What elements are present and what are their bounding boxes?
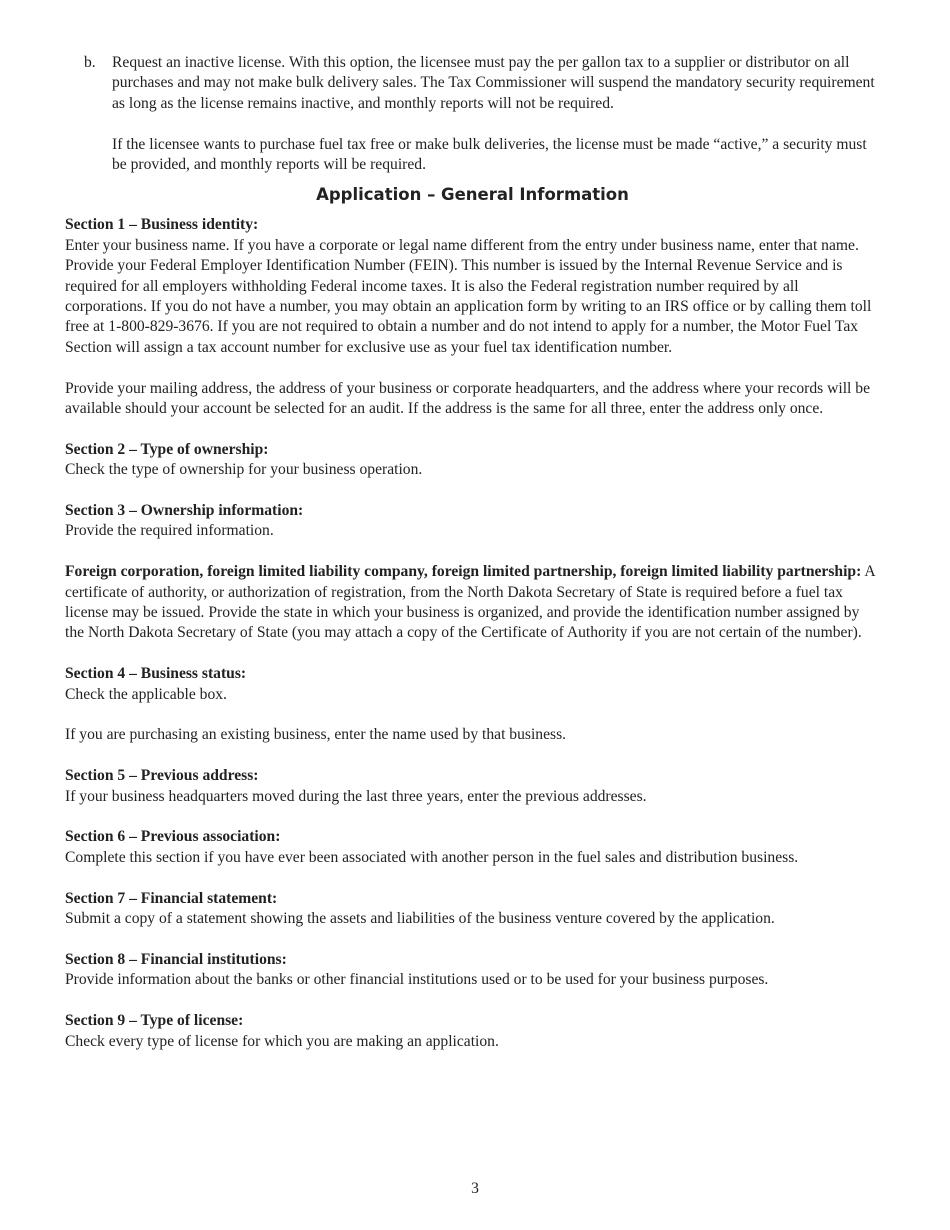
section-9-title: Section 9 – Type of license:: [65, 1012, 244, 1030]
foreign-entity-lead: Foreign corporation, foreign limited liability company, foreign limited partnership, foreign limited liability partnership:: [65, 563, 862, 581]
list-item-b: [65, 53, 880, 114]
foreign-entity-body: A certificate of authority, or authorization of registration, from the North Dakota Secretary of State is required before a fuel tax license may be issued. Provide the state in which your business is organized, and provide the identification number assigned by the North Dakota Secretary of State (you may attach a copy of the Certificate of Authority if you are not certain of the number).: [65, 563, 875, 642]
section-2-body: Check the type of ownership for your business operation.: [65, 461, 423, 479]
section-1-body: Enter your business name. If you have a corporate or legal name different from the entry under business name, enter that name. Provide your Federal Employer Identification Number (FEIN). This number is issued by the Internal Revenue Service and is required for all employers withholding Federal income taxes. It is also the Federal registration number required by all corporations. If you do not have a number, you may obtain an application form by writing to an IRS office or by calling them toll free at 1-800-829-3676. If you are not required to obtain a number and do not intend to apply for a number, the Motor Fuel Tax Section will assign a tax account number for exclusive use as your fuel tax identification number.: [65, 236, 872, 356]
section-4-title: Section 4 – Business status:: [65, 665, 247, 683]
list-item-followup: If the licensee wants to purchase fuel tax free or make bulk deliveries, the license must be made “active,” a security must be provided, and monthly reports will be required.: [112, 135, 867, 174]
section-3-body: Provide the required information.: [65, 522, 274, 540]
section-6-body: Complete this section if you have ever been associated with another person in the fuel sales and distribution business.: [65, 848, 799, 866]
list-marker: b.: [84, 54, 96, 71]
section-7-body: Submit a copy of a statement showing the assets and liabilities of the business venture covered by the application.: [65, 910, 775, 928]
section-4-body-existing: If you are purchasing an existing business, enter the name used by that business.: [65, 726, 567, 744]
section-heading: Application – General Information: [316, 185, 629, 205]
section-1-body-addresses: Provide your mailing address, the address of your business or corporate headquarters, and the address where your records will be available should your account be selected for an audit. If the address is the same for all three, enter the address only once.: [65, 379, 871, 418]
foreign-entity-paragraph: [65, 562, 880, 644]
section-4-body: Check the applicable box.: [65, 685, 227, 703]
section-3-title: Section 3 – Ownership information:: [65, 502, 304, 520]
section-7-title: Section 7 – Financial statement:: [65, 889, 278, 907]
page-number: 3: [471, 1180, 479, 1197]
section-2-title: Section 2 – Type of ownership:: [65, 440, 269, 458]
section-1-title: Section 1 – Business identity:: [65, 216, 259, 234]
section-9-body: Check every type of license for which you are making an application.: [65, 1032, 499, 1050]
section-5-title: Section 5 – Previous address:: [65, 767, 259, 785]
section-8-title: Section 8 – Financial institutions:: [65, 950, 287, 968]
section-8-body: Provide information about the banks or other financial institutions used or to be used for your business purposes.: [65, 971, 769, 989]
section-5-body: If your business headquarters moved during the last three years, enter the previous addresses.: [65, 787, 647, 805]
document-page: [65, 53, 880, 1052]
list-item-text: Request an inactive license. With this option, the licensee must pay the per gallon tax to a supplier or distributor on all purchases and may not make bulk delivery sales. The Tax Commissioner will suspend the mandatory security requirement as long as the license remains inactive, and monthly reports will not be required.: [112, 54, 875, 112]
section-6-title: Section 6 – Previous association:: [65, 828, 281, 846]
